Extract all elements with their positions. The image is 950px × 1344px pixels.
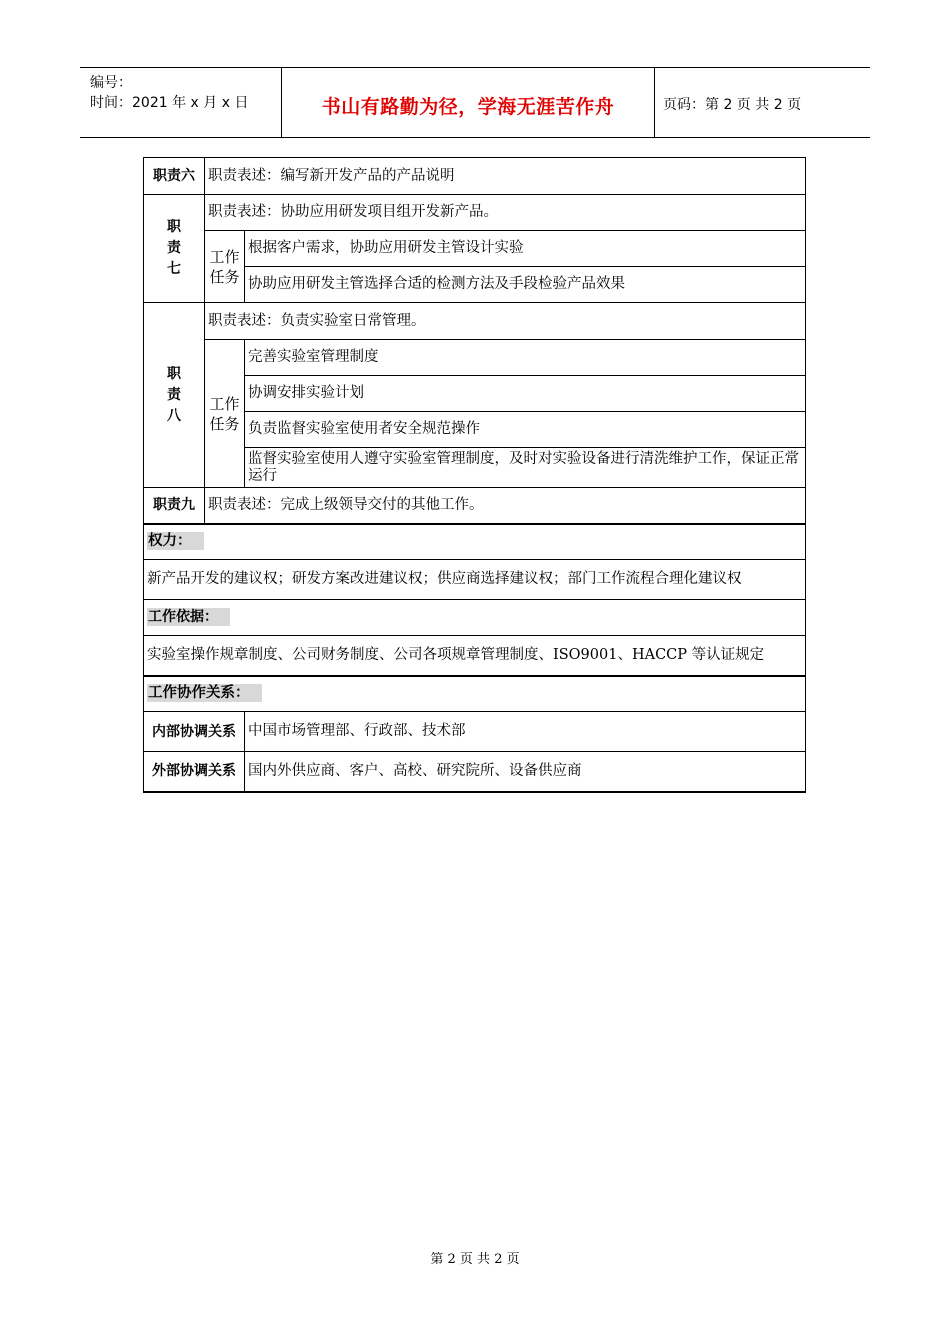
document-number: 编号：: [90, 75, 132, 91]
tasks-label: 工作任务: [205, 340, 245, 488]
task-row: [144, 231, 806, 267]
basis-row: [144, 636, 806, 676]
section-title: 权力：: [147, 532, 204, 550]
task-item: 负责监督实验室使用者安全规范操作: [245, 412, 806, 448]
motto: 书山有路勤为径，学海无涯苦作舟: [321, 96, 615, 118]
duty-row-6: [144, 158, 806, 195]
document-date: 时间：2021 年 x 月 x 日: [90, 95, 249, 111]
section-authority-header: [144, 524, 806, 560]
duty-label: 职责八: [144, 303, 205, 488]
duty-description: 职责表述：负责实验室日常管理。: [205, 303, 806, 340]
header-meta-cell: [80, 68, 282, 137]
section-relations-header: [144, 676, 806, 712]
authority-text: 新产品开发的建议权；研发方案改进建议权；供应商选择建议权；部门工作流程合理化建议权: [144, 560, 806, 600]
page-number: 页码：第 2 页 共 2 页: [663, 97, 802, 113]
basis-text: 实验室操作规章制度、公司财务制度、公司各项规章管理制度、ISO9001、HACCP 等认证规定: [144, 636, 806, 676]
relation-value: 中国市场管理部、行政部、技术部: [245, 712, 806, 752]
relation-value: 国内外供应商、客户、高校、研究院所、设备供应商: [245, 752, 806, 792]
section-title: 工作依据：: [147, 608, 230, 626]
task-item: 完善实验室管理制度: [245, 340, 806, 376]
duty-description: 职责表述：协助应用研发项目组开发新产品。: [205, 195, 806, 231]
header-motto-cell: [282, 68, 655, 137]
task-item: 根据客户需求，协助应用研发主管设计实验: [245, 231, 806, 267]
duty-label: 职责六: [144, 158, 205, 195]
section-basis-header: [144, 600, 806, 636]
task-item: 协助应用研发主管选择合适的检测方法及手段检验产品效果: [245, 267, 806, 303]
authority-row: [144, 560, 806, 600]
relation-row-external: [144, 752, 806, 792]
tasks-label: 工作任务: [205, 231, 245, 303]
relation-label: 外部协调关系: [144, 752, 245, 792]
duty-label: 职责七: [144, 195, 205, 303]
task-item: 监督实验室使用人遵守实验室管理制度，及时对实验设备进行清洗维护工作，保证正常运行: [245, 448, 806, 488]
relation-row-internal: [144, 712, 806, 752]
duty-description: 职责表述：完成上级领导交付的其他工作。: [205, 488, 806, 524]
header-page-cell: [655, 68, 870, 137]
duty-row-7: [144, 195, 806, 231]
task-item: 协调安排实验计划: [245, 376, 806, 412]
duty-row-9: [144, 488, 806, 524]
duty-row-8: [144, 303, 806, 340]
job-description-table: [143, 157, 806, 793]
page-footer: 第 2 页 共 2 页: [430, 1252, 520, 1267]
duty-description: 职责表述：编写新开发产品的产品说明: [205, 158, 806, 195]
relation-label: 内部协调关系: [144, 712, 245, 752]
task-row: [144, 340, 806, 376]
page-header: [80, 67, 870, 138]
duty-label: 职责九: [144, 488, 205, 524]
section-title: 工作协作关系：: [147, 684, 262, 702]
